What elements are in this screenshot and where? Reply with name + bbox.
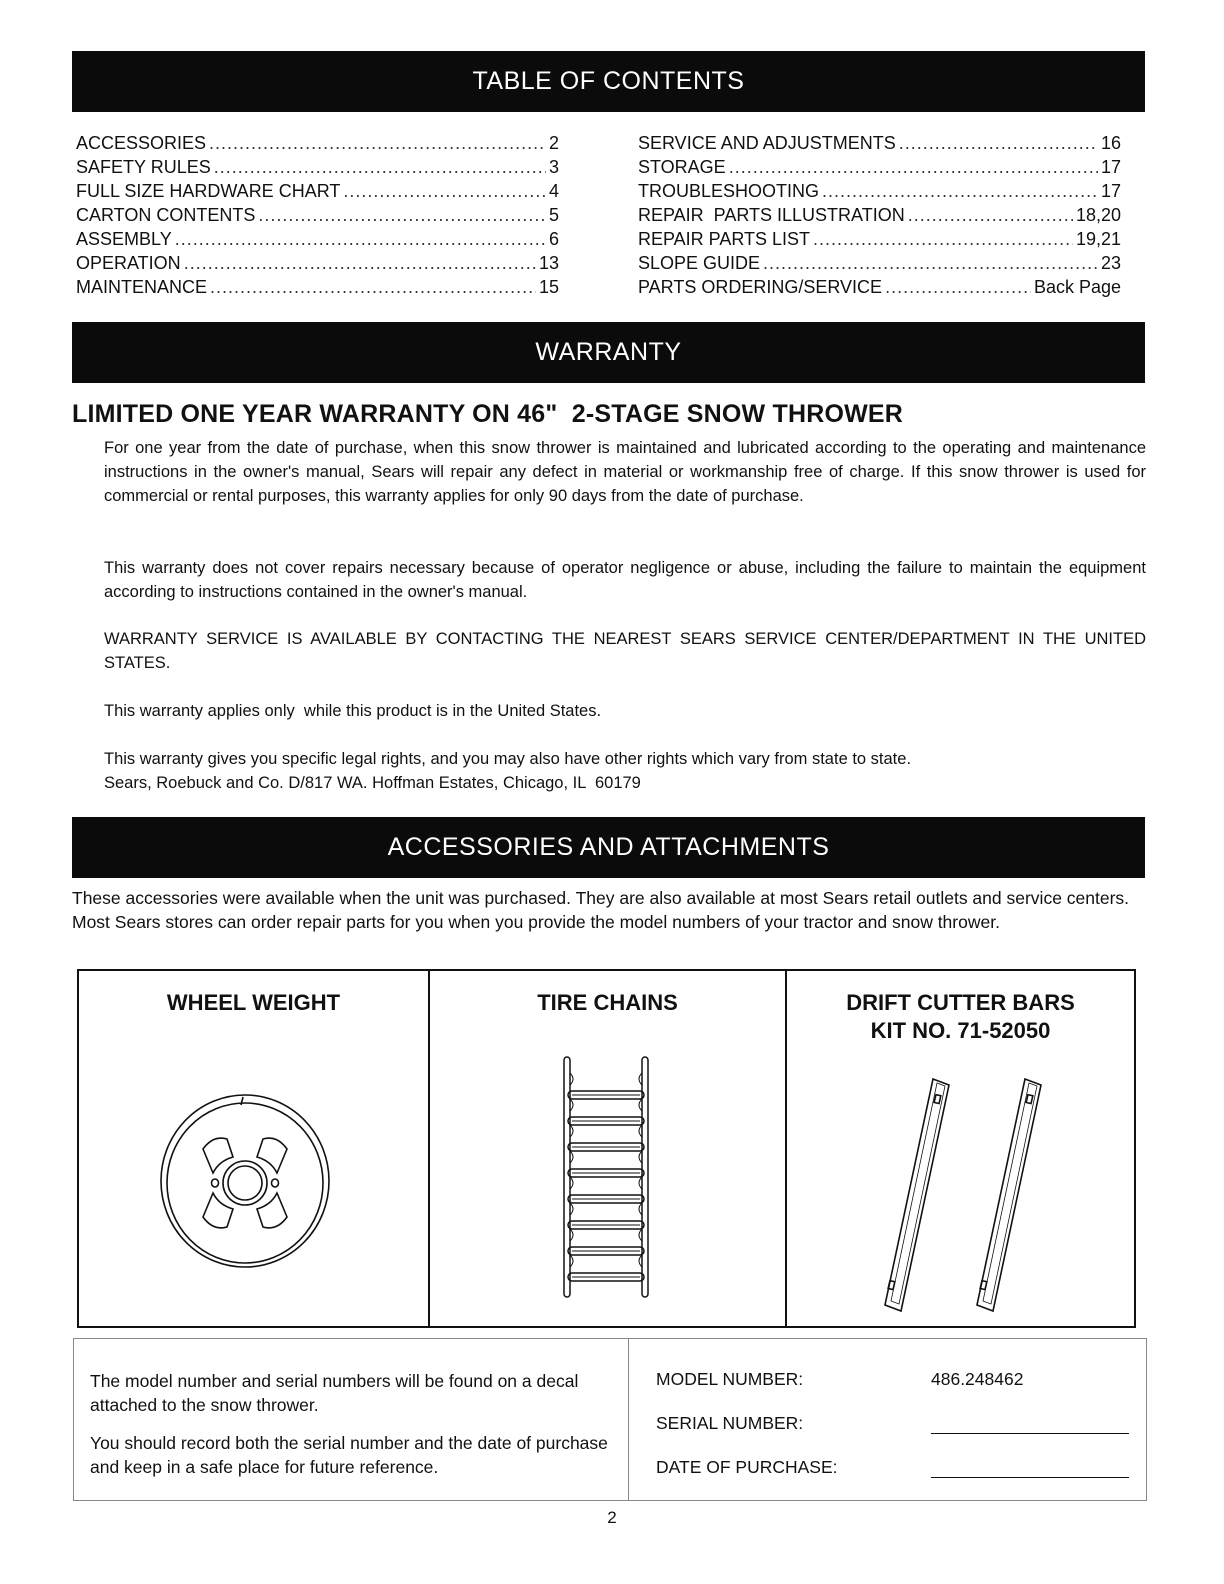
- accessory-tire-chains: [430, 971, 787, 1326]
- toc-entry-page: 16: [1100, 133, 1121, 153]
- accessories-header-bar: [72, 817, 1145, 878]
- toc-entry[interactable]: [638, 131, 1121, 155]
- serial-number-row: [629, 1413, 1146, 1457]
- accessory-kit-number: KIT NO. 71-52050: [870, 1018, 1051, 1043]
- serial-number-label: SERIAL NUMBER:: [656, 1413, 804, 1433]
- model-info-note: You should record both the serial number and the date of purchase and keep in a safe place for future reference.: [90, 1433, 608, 1477]
- toc-entry[interactable]: [76, 227, 559, 251]
- model-number-value: 486.248462: [931, 1369, 1024, 1389]
- warranty-heading: LIMITED ONE YEAR WARRANTY ON 46" 2-STAGE SNOW THROWER: [72, 400, 904, 428]
- model-number-label: MODEL NUMBER:: [656, 1369, 804, 1389]
- accessory-name: TIRE CHAINS: [537, 990, 678, 1015]
- model-info-fields: [629, 1339, 1146, 1500]
- warranty-address: Sears, Roebuck and Co. D/817 WA. Hoffman Estates, Chicago, IL 60179: [104, 774, 641, 792]
- toc-entry[interactable]: [76, 275, 559, 299]
- warranty-paragraph: WARRANTY SERVICE IS AVAILABLE BY CONTACTING THE NEAREST SEARS SERVICE CENTER/DEPARTMENT IN THE UNITED STATES.: [104, 630, 1146, 672]
- toc-entry-label: CARTON CONTENTS: [76, 205, 256, 225]
- toc-entry-label: FULL SIZE HARDWARE CHART: [76, 181, 341, 201]
- toc-entry-page: 3: [548, 157, 559, 177]
- toc-entry-page: 19,21: [1075, 229, 1121, 249]
- accessory-name: WHEEL WEIGHT: [166, 990, 341, 1015]
- toc-entry-label: SAFETY RULES: [76, 157, 211, 177]
- toc-entry-label: OPERATION: [76, 253, 181, 273]
- toc-entry[interactable]: [638, 155, 1121, 179]
- toc-entry-label: PARTS ORDERING/SERVICE: [638, 277, 883, 297]
- toc-entry[interactable]: [638, 275, 1121, 299]
- toc-entry-page: 5: [548, 205, 559, 225]
- toc-entry-label: SERVICE AND ADJUSTMENTS: [638, 133, 896, 153]
- page-number: 2: [607, 1508, 617, 1527]
- toc-entry[interactable]: [76, 155, 559, 179]
- toc-entry-page: 13: [538, 253, 559, 273]
- toc-entry-page: 4: [548, 181, 559, 201]
- toc-entry[interactable]: [638, 251, 1121, 275]
- accessories-intro: These accessories were available when the unit was purchased. They are also available at most Sears retail outlets and service centers. Most Sears stores can order repair parts for you when you provide the model numbers of your tractor and snow thrower.: [72, 888, 1130, 932]
- accessory-name: DRIFT CUTTER BARS: [846, 990, 1075, 1015]
- warranty-title: WARRANTY: [535, 338, 682, 366]
- toc-entry[interactable]: [638, 227, 1121, 251]
- toc-entry[interactable]: [638, 179, 1121, 203]
- toc-left-column: [76, 131, 559, 299]
- warranty-paragraph: This warranty does not cover repairs necessary because of operator negligence or abuse, including the failure to maintain the equipment according to instructions contained in the owner's manual.: [104, 559, 1146, 601]
- serial-number-blank[interactable]: [931, 1413, 1129, 1434]
- warranty-paragraph: For one year from the date of purchase, when this snow thrower is maintained and lubricated according to the operating and maintenance instructions in the owner's manual, Sears will repair any defect in material or workmanship free of charge. If this snow thrower is used for commercial or rental purposes, this warranty applies for only 90 days from the date of purchase.: [104, 439, 1146, 505]
- toc-entry-page: 6: [548, 229, 559, 249]
- model-info-box: [73, 1338, 1147, 1501]
- accessories-table: [77, 969, 1136, 1328]
- toc-entry-label: ASSEMBLY: [76, 229, 172, 249]
- toc-entry-page: 15: [538, 277, 559, 297]
- model-number-row: [629, 1369, 1146, 1413]
- toc-entry[interactable]: [76, 131, 559, 155]
- toc-entry-page: Back Page: [1033, 277, 1121, 297]
- toc-header-bar: [72, 51, 1145, 112]
- toc-entry-label: REPAIR PARTS LIST: [638, 229, 811, 249]
- warranty-paragraph: This warranty applies only while this product is in the United States.: [104, 702, 602, 720]
- wheel-weight-icon: [155, 1091, 335, 1271]
- toc-title: TABLE OF CONTENTS: [472, 67, 745, 95]
- model-info-notes: [74, 1339, 629, 1500]
- accessories-title: ACCESSORIES AND ATTACHMENTS: [387, 833, 830, 861]
- toc-entry-label: SLOPE GUIDE: [638, 253, 761, 273]
- warranty-header-bar: [72, 322, 1145, 383]
- toc-entry-page: 23: [1100, 253, 1121, 273]
- toc-entry[interactable]: [76, 203, 559, 227]
- tire-chains-icon: [558, 1053, 654, 1305]
- toc-right-column: [638, 131, 1121, 299]
- toc-entry-label: MAINTENANCE: [76, 277, 208, 297]
- toc-entry[interactable]: [76, 251, 559, 275]
- accessory-drift-cutter-bars: [787, 971, 1134, 1326]
- toc-entry[interactable]: [76, 179, 559, 203]
- model-info-note: The model number and serial numbers will be found on a decal attached to the snow thrower.: [90, 1371, 579, 1415]
- warranty-paragraph: This warranty gives you specific legal rights, and you may also have other rights which vary from state to state.: [104, 750, 912, 768]
- toc-entry-label: REPAIR PARTS ILLUSTRATION: [638, 205, 905, 225]
- toc-entry-label: STORAGE: [638, 157, 726, 177]
- drift-cutter-bars-icon: [875, 1073, 1055, 1323]
- toc-entry-label: ACCESSORIES: [76, 133, 207, 153]
- toc-entry-page: 18,20: [1075, 205, 1121, 225]
- toc-entry-label: TROUBLESHOOTING: [638, 181, 820, 201]
- toc-entry-page: 2: [548, 133, 559, 153]
- date-of-purchase-row: [629, 1457, 1146, 1501]
- toc-entry[interactable]: [638, 203, 1121, 227]
- toc-entry-page: 17: [1100, 181, 1121, 201]
- accessory-wheel-weight: [79, 971, 430, 1326]
- date-of-purchase-blank[interactable]: [931, 1457, 1129, 1478]
- toc-entry-page: 17: [1100, 157, 1121, 177]
- date-of-purchase-label: DATE OF PURCHASE:: [656, 1457, 838, 1477]
